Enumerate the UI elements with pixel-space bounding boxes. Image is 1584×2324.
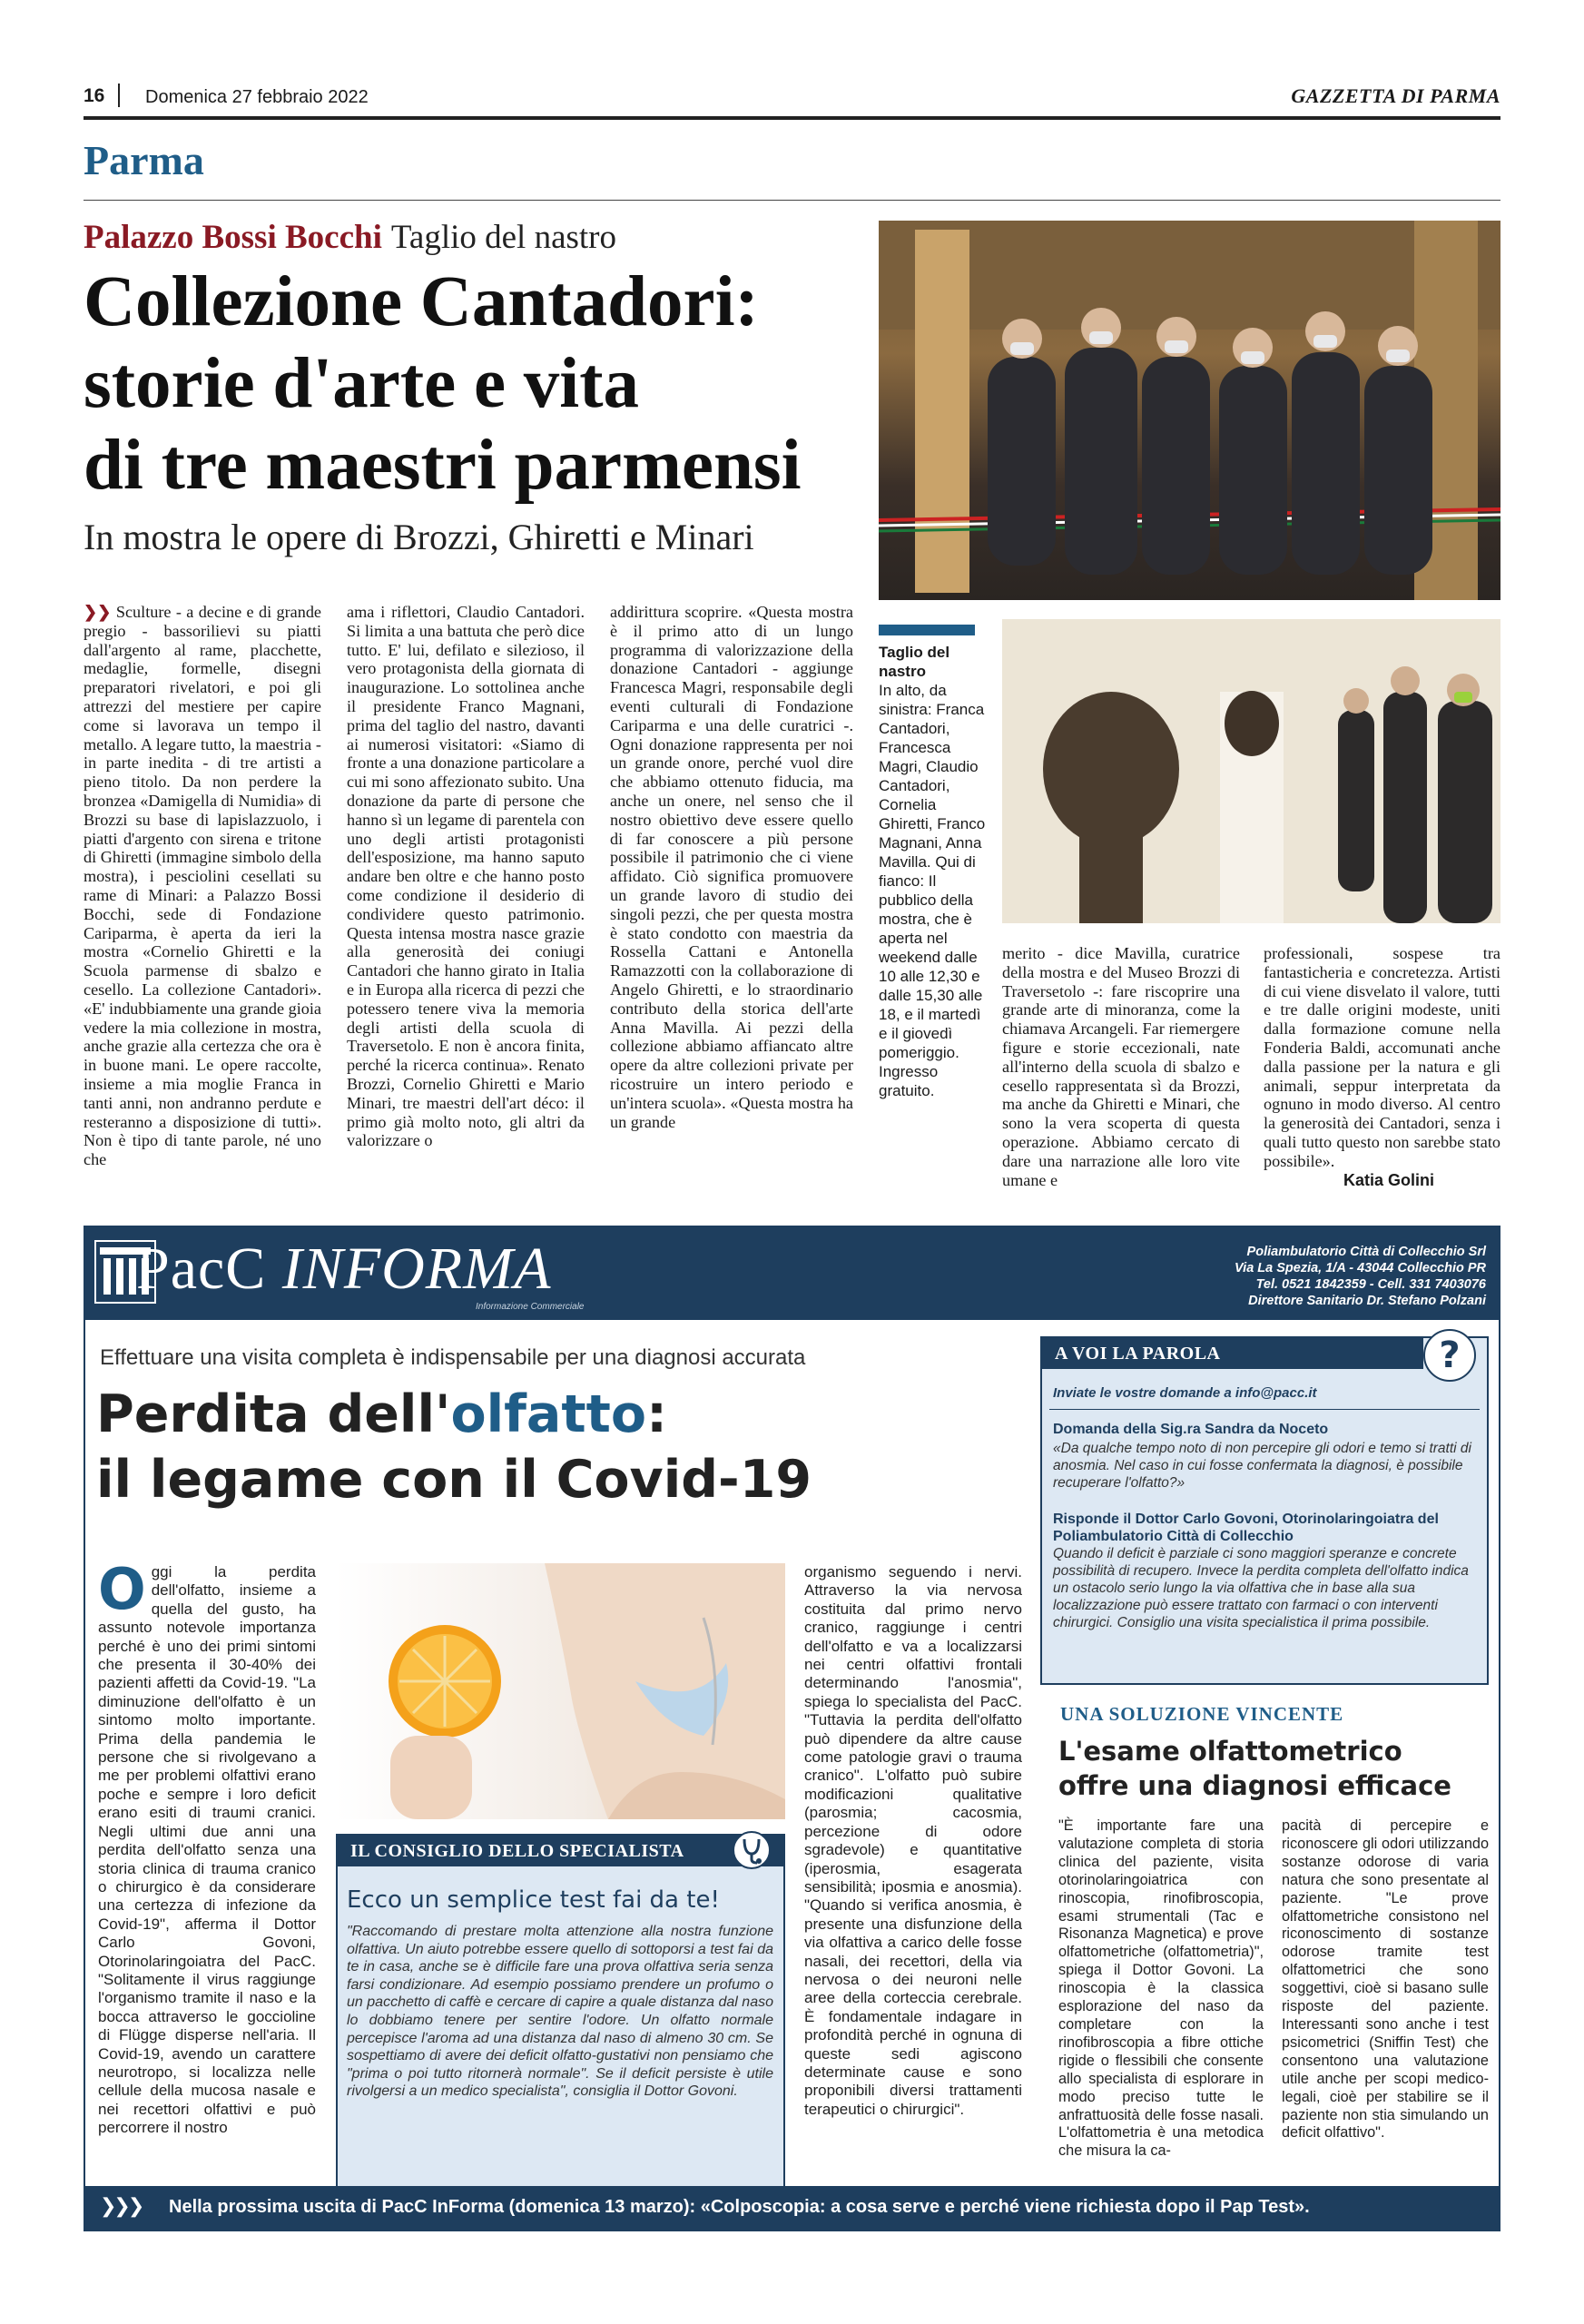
title-part: : — [646, 1384, 667, 1444]
advice-header-text: IL CONSIGLIO DELLO SPECIALISTA — [350, 1841, 684, 1861]
qa-answer: Quando il deficit è parziale ci sono maggiori speranze e concrete possibilità di recupero. Invece la perdita completa dell'olfatto indica un ostacolo serio lungo la via olfattiva che in base alla sua localizzazione può essere trattato con farmaci o con interventi chirurgici. Consiglio una visita specialistica il prima possibile. — [1053, 1546, 1469, 1630]
contact-line: Via La Spezia, 1/A - 43044 Collecchio PR — [1235, 1261, 1486, 1275]
woman-orange-photo — [336, 1563, 785, 1819]
qa-question: «Da qualche tempo noto di non percepire gli odori e temo si tratti di anosmia. Nel caso in cui fosse confermata la diagnosi, è possibile recuperare l'olfatto?» — [1053, 1441, 1471, 1491]
issue-date: Domenica 27 febbraio 2022 — [145, 87, 369, 107]
article-kicker — [84, 218, 616, 257]
kicker-tag: Taglio del nastro — [390, 219, 616, 256]
qa-header: A VOI LA PAROLA — [1042, 1338, 1423, 1369]
caption-text: In alto, da sinistra: Franca Cantadori, Francesca Magri, Claudio Cantadori, Cornelia Ghiretti, Franco Magnani, Anna Mavilla. Qui di fianco: Il pubblico della mostra, che è aperta nel weekend dalle 10 alle 12,30 e dalle 15,30 alle 18, e il martedì e il giovedì pomeriggio. Ingresso gratuito. — [879, 682, 986, 1099]
next-issue-teaser: Nella prossima uscita di PacC InForma (domenica 13 marzo): «Colposcopia: a cosa serve e perché viene richiesta dopo il Pap Test». — [169, 2197, 1310, 2217]
solution-title — [1058, 1734, 1451, 1803]
exhibition-visitors-photo — [1002, 619, 1500, 923]
title-highlight: olfatto — [450, 1384, 647, 1444]
contact-line: Tel. 0521 1842359 - Cell. 331 7403076 — [1255, 1277, 1486, 1292]
photo-caption — [879, 643, 986, 1100]
advertorial-column-1 — [98, 1556, 316, 2138]
section-title: Parma — [84, 137, 204, 183]
title-part: Perdita dell' — [96, 1384, 451, 1444]
qa-email-line: Inviate le vostre domande a info@pacc.it — [1053, 1385, 1317, 1401]
contact-block — [1235, 1244, 1486, 1309]
solution-title-line: L'esame olfattometrico — [1058, 1736, 1402, 1767]
question-mark-icon: ? — [1423, 1329, 1476, 1382]
contact-line: Poliambulatorio Città di Collecchio Srl — [1246, 1245, 1486, 1259]
drop-cap: O — [98, 1556, 146, 1622]
qa-question-author: Domanda della Sig.ra Sandra da Noceto — [1053, 1422, 1329, 1437]
article-column-1 — [84, 603, 321, 1169]
advertorial-title — [96, 1382, 812, 1512]
article-column-5: professionali, sospese tra fantasticheria e concretezza. Artisti di cui viene disvelato il valore, tutti e tre dalle origini modeste, uniti dalla formazione comune nella Fonderia Baldi, accomunati anche dalla passione per la natura e gli animali, seppur interpretata da ognuno in modo diverso. Al centro la generosità dei Cantadori, senza i quali tutto questo non sarebbe stato possibile». — [1264, 944, 1500, 1170]
triple-chevron-icon: ❯❯❯ — [100, 2195, 143, 2218]
kicker-place: Palazzo Bossi Bocchi — [84, 219, 382, 256]
photo-illustration — [1002, 619, 1500, 923]
article-headline — [84, 261, 864, 507]
logo-subtitle: Informazione Commerciale — [476, 1302, 585, 1312]
article-column-4: merito - dice Mavilla, curatrice della mostra e del Museo Brozzi di Traversetolo -: fare riscoprire una grande arte di minoranza, come la chiamava Arcangeli. Far riemergere figure e storie eccezionali, nate all'interno della scuola di sbalzo e cesello rappresentata sì da Brozzi, ma anche da Ghiretti e Minari, che sono la vera scoperta di questa operazione. Abbiamo cercato di dare una narrazione alle loro vite umane e — [1002, 944, 1240, 1189]
column-text: ggi la perdita dell'olfatto, insieme a quella del gusto, ha assunto notevole importanza perché è uno dei primi sintomi che presenta il 30-40% dei pazienti affetti da Covid-19. "La diminuzione dell'olfatto è un sintomo molto importante. Prima della pandemia le persone che si rivolgevano a me per problemi olfattivi erano poche e sempre i loro deficit erano esiti di traumi cranici. Negli ultimi due anni una perdita dell'olfatto senza una storia clinica di trauma cranico o chirurgico è da considerare una certezza di infezione da Covid-19", afferma il Dottor Carlo Govoni, Otorinolaringoiatra del PacC. "Solitamente il virus raggiunge l'organismo tramite il naso e la bocca attraverso le goccioline di Flügge disperse nell'aria. Il Covid-19, avendo un carattere neurotropo, si localizza nelle cellule della mucosa nasale e nei recettori olfattivi e può percorrere il nostro — [98, 1563, 316, 2137]
article-column-3: addirittura scoprire. «Questa mostra è il primo atto di un lungo programma di valorizzazione della donazione Cantadori - aggiunge Francesca Magri, responsabile degli eventi culturali di Fondazione Cariparma e una delle curatrici -. Ogni donazione rappresenta per noi un grande onore, perché vuol dire che abbiamo ottenuto fiducia, ma anche un onere, nel senso che il nostro obiettivo deve essere quello di far conoscere a più persone possibile il patrimonio che ci viene affidato. Ciò significa promuovere un grande lavoro di studio dei singoli pezzi, che per questa mostra è stato condotto con maestria da Rossella Cattani e Antonella Ramazzotti con la collaborazione di Angelo Ghiretti, e lo straordinario contributo della storica dell'arte Anna Mavilla. Ai pezzi della collezione abbiamo affiancato altre opere da altre collezioni private per ricostruire un intero periodo e un'intera scuola». «Questa mostra ha un grande — [610, 603, 853, 1131]
stethoscope-icon — [732, 1830, 772, 1875]
page-number: 16 — [84, 85, 105, 106]
ribbon-cutting-photo — [879, 221, 1500, 600]
caption-title: Taglio del nastro — [879, 644, 950, 680]
header-divider — [118, 84, 120, 107]
solution-title-line: offre una diagnosi efficace — [1058, 1770, 1451, 1801]
newspaper-name: GAZZETTA DI PARMA — [1291, 84, 1500, 107]
headline-line: Collezione Cantadori: — [84, 262, 759, 341]
solution-kicker: UNA SOLUZIONE VINCENTE — [1060, 1703, 1344, 1725]
article-column-2: ama i riflettori, Claudio Cantadori. Si limita a una battuta che però dice tutto. E' lui, defilato e silezioso, il vero protagonista della giornata di inaugurazione. Lo sottolinea anche il presidente Franco Magnani, prima del taglio del nastro, davanti ai numerosi visitatori: «Siamo di fronte a una donazione particolare a cui mi sono affezionato subito. Una donazione da parte di persone che hanno sì un legame di parentela con uno degli artisti protagonisti dell'esposizione, ma hanno saputo andare ben oltre e che hanno posto come condizione il desiderio di condividere questo patrimonio. Questa intensa mostra nasce grazie alla generosità dei coniugi Cantadori che hanno girato in Italia e in Europa alla ricerca di pezzi che potessero tenere viva la memoria degli artisti della scuola di Traversetolo. E non è ancora finita, perché la ricerca continua». Renato Brozzi, Cornelio Ghiretti e Mario Minari, tre maestri dell'art déco: il primo già molto noto, gli altri da valorizzare o — [347, 603, 585, 1150]
author-signature: Katia Golini — [1343, 1171, 1435, 1189]
article-subhead: In mostra le opere di Brozzi, Ghiretti e Minari — [84, 517, 754, 557]
advice-title: Ecco un semplice test fai da te! — [347, 1886, 720, 1914]
advice-body: "Raccomando di prestare molta attenzione alla nostra funzione olfattiva. Un aiuto potrebbe essere quello di sottoporsi a test fai da te in casa, anche se è difficile fare una prova olfattiva seria senza farsi condizionare. Ad esempio possiamo prendere un profumo o un pacchetto di caffè e cercare di capire a quale distanza dal naso lo dobbiamo tenere per sentire l'odore. Un olfatto normale percepisce l'aroma ad una distanza dal naso di almeno 30 cm. Se sospettiamo di avere dei deficit olfatto-gustativi non pensiamo che "prima o poi tutto ritornerà normale". Se il deficit persiste è utile rivolgersi a un medico specialista", consiglia il Dottor Govoni. — [347, 1924, 773, 2100]
caption-bar — [879, 625, 975, 635]
section-rule — [84, 200, 1500, 201]
column-text: Sculture - a decine e di grande pregio - bassorilievi su piatti dall'argento al rame, placchette, medaglie, formelle, disegni preparatori rivelatori, e poi gli attrezzi del mestiere per capire come si lavorava un tempo il metallo. A legare tutto, la maestria - in parte inedita - di tre artisti a pieno titolo. Da non perdere la bronzea «Damigella di Numidia» di Brozzi su base di lapislazzuolo, i piatti d'argento con sirena e tritone di Ghiretti (immagine simbolo della mostra), i pesciolini cesellati su rame di Minari: a Palazzo Bossi Bocchi, sede di Fondazione Cariparma, è aperta da ieri la mostra «Cornelio Ghiretti e la Scuola parmense di sbalzo e cesello. La collezione Cantadori». «E' indubbiamente una grande gioia vedere la mia collezione in mostra, anche grazie alla certezza che ora è in buone mani. Le opere raccolte, insieme a mia moglie Franca in tanti anni, non andranno perdute e resteranno a disposizione di tutti». Non è tipo di tante parole, né uno che — [84, 603, 321, 1169]
chevron-right-icon: ❯❯ — [84, 603, 116, 621]
solution-column-1: "È importante fare una valutazione completa di storia clinica del paziente, visita otorinolaringoiatrica con rinoscopia, rinofibroscopia, esami strumentali (Tac e Risonanza Magnetica) e prove olfattometriche (olfattometria)", spiega il Dottor Govoni. La rinoscopia è la classica esplorazione del naso da completare con la rinofibroscopia a fibre ottiche rigide o flessibili che consente allo specialista di esplorare in modo preciso tutte le anfrattuosità delle fosse nasali. L'olfattometria è una metodica che misura la ca- — [1058, 1817, 1264, 2160]
logo-main: PacC — [136, 1236, 267, 1302]
pacc-logo — [136, 1235, 551, 1304]
logo-informa: INFORMA — [281, 1236, 552, 1302]
qa-separator — [1049, 1409, 1480, 1410]
headline-line: di tre maestri parmensi — [84, 426, 802, 505]
advertorial-intro: Effettuare una visita completa è indispensabile per una diagnosi accurata — [100, 1345, 806, 1370]
header-rule — [84, 116, 1500, 120]
advertorial-column-3: organismo seguendo i nervi. Attraverso la via nervosa costituita dal primo nervo cranico, raggiunge i centri dell'olfatto e va a localizzarsi nei centri olfattivi frontali determinando l'anosmia", spiega lo specialista del PacC. "Tuttavia la perdita dell'olfatto può dipendere da altre cause come patologie gravi o trauma cranico". L'olfatto può subire modificazioni qualitative (parosmia; cacosmia, percezione di odore sgradevole) e quantitative (iperosmia, esagerata sensibilità; iposmia e anosmia). "Quando si verifica anosmia, è presente una disfunzione della via olfattiva a carico delle fosse nasali, dei recettori, della via nervosa o dei neuroni nelle aree della corteccia cerebrale. È fondamentale indagare in profondità perché in ognuna di queste sedi agiscono determinate cause e sono proponibili diversi trattamenti terapeutici o chirurgici". — [804, 1563, 1022, 2118]
solution-column-2: pacità di percepire e riconoscere gli odori utilizzando sostanze odorose di varia natura che sono presentate al paziente. "Le prove olfattometriche consistono nel riconoscimento di sostanze odorose tramite test olfattometrici che sono soggettivi, cioè si basano sulle risposte del paziente. Interessanti sono anche i test psicometrici (Sniffin Test) che consentono una valutazione utile anche per scopi medico-legali, cioè per stabilire se il paziente non stia simulando un deficit olfattivo". — [1282, 1817, 1489, 2142]
title-line-2: il legame con il Covid-19 — [96, 1450, 812, 1510]
advice-header — [338, 1836, 783, 1866]
stethoscope-graphic — [732, 1830, 772, 1870]
qa-answer-author: Risponde il Dottor Carlo Govoni, Otorinolaringoiatra del Poliambulatorio Città di Collecchio — [1053, 1512, 1439, 1544]
photo-illustration — [336, 1563, 785, 1819]
photo-illustration — [879, 221, 1500, 600]
contact-line: Direttore Sanitario Dr. Stefano Polzani — [1248, 1294, 1486, 1308]
headline-line: storie d'arte e vita — [84, 344, 640, 423]
